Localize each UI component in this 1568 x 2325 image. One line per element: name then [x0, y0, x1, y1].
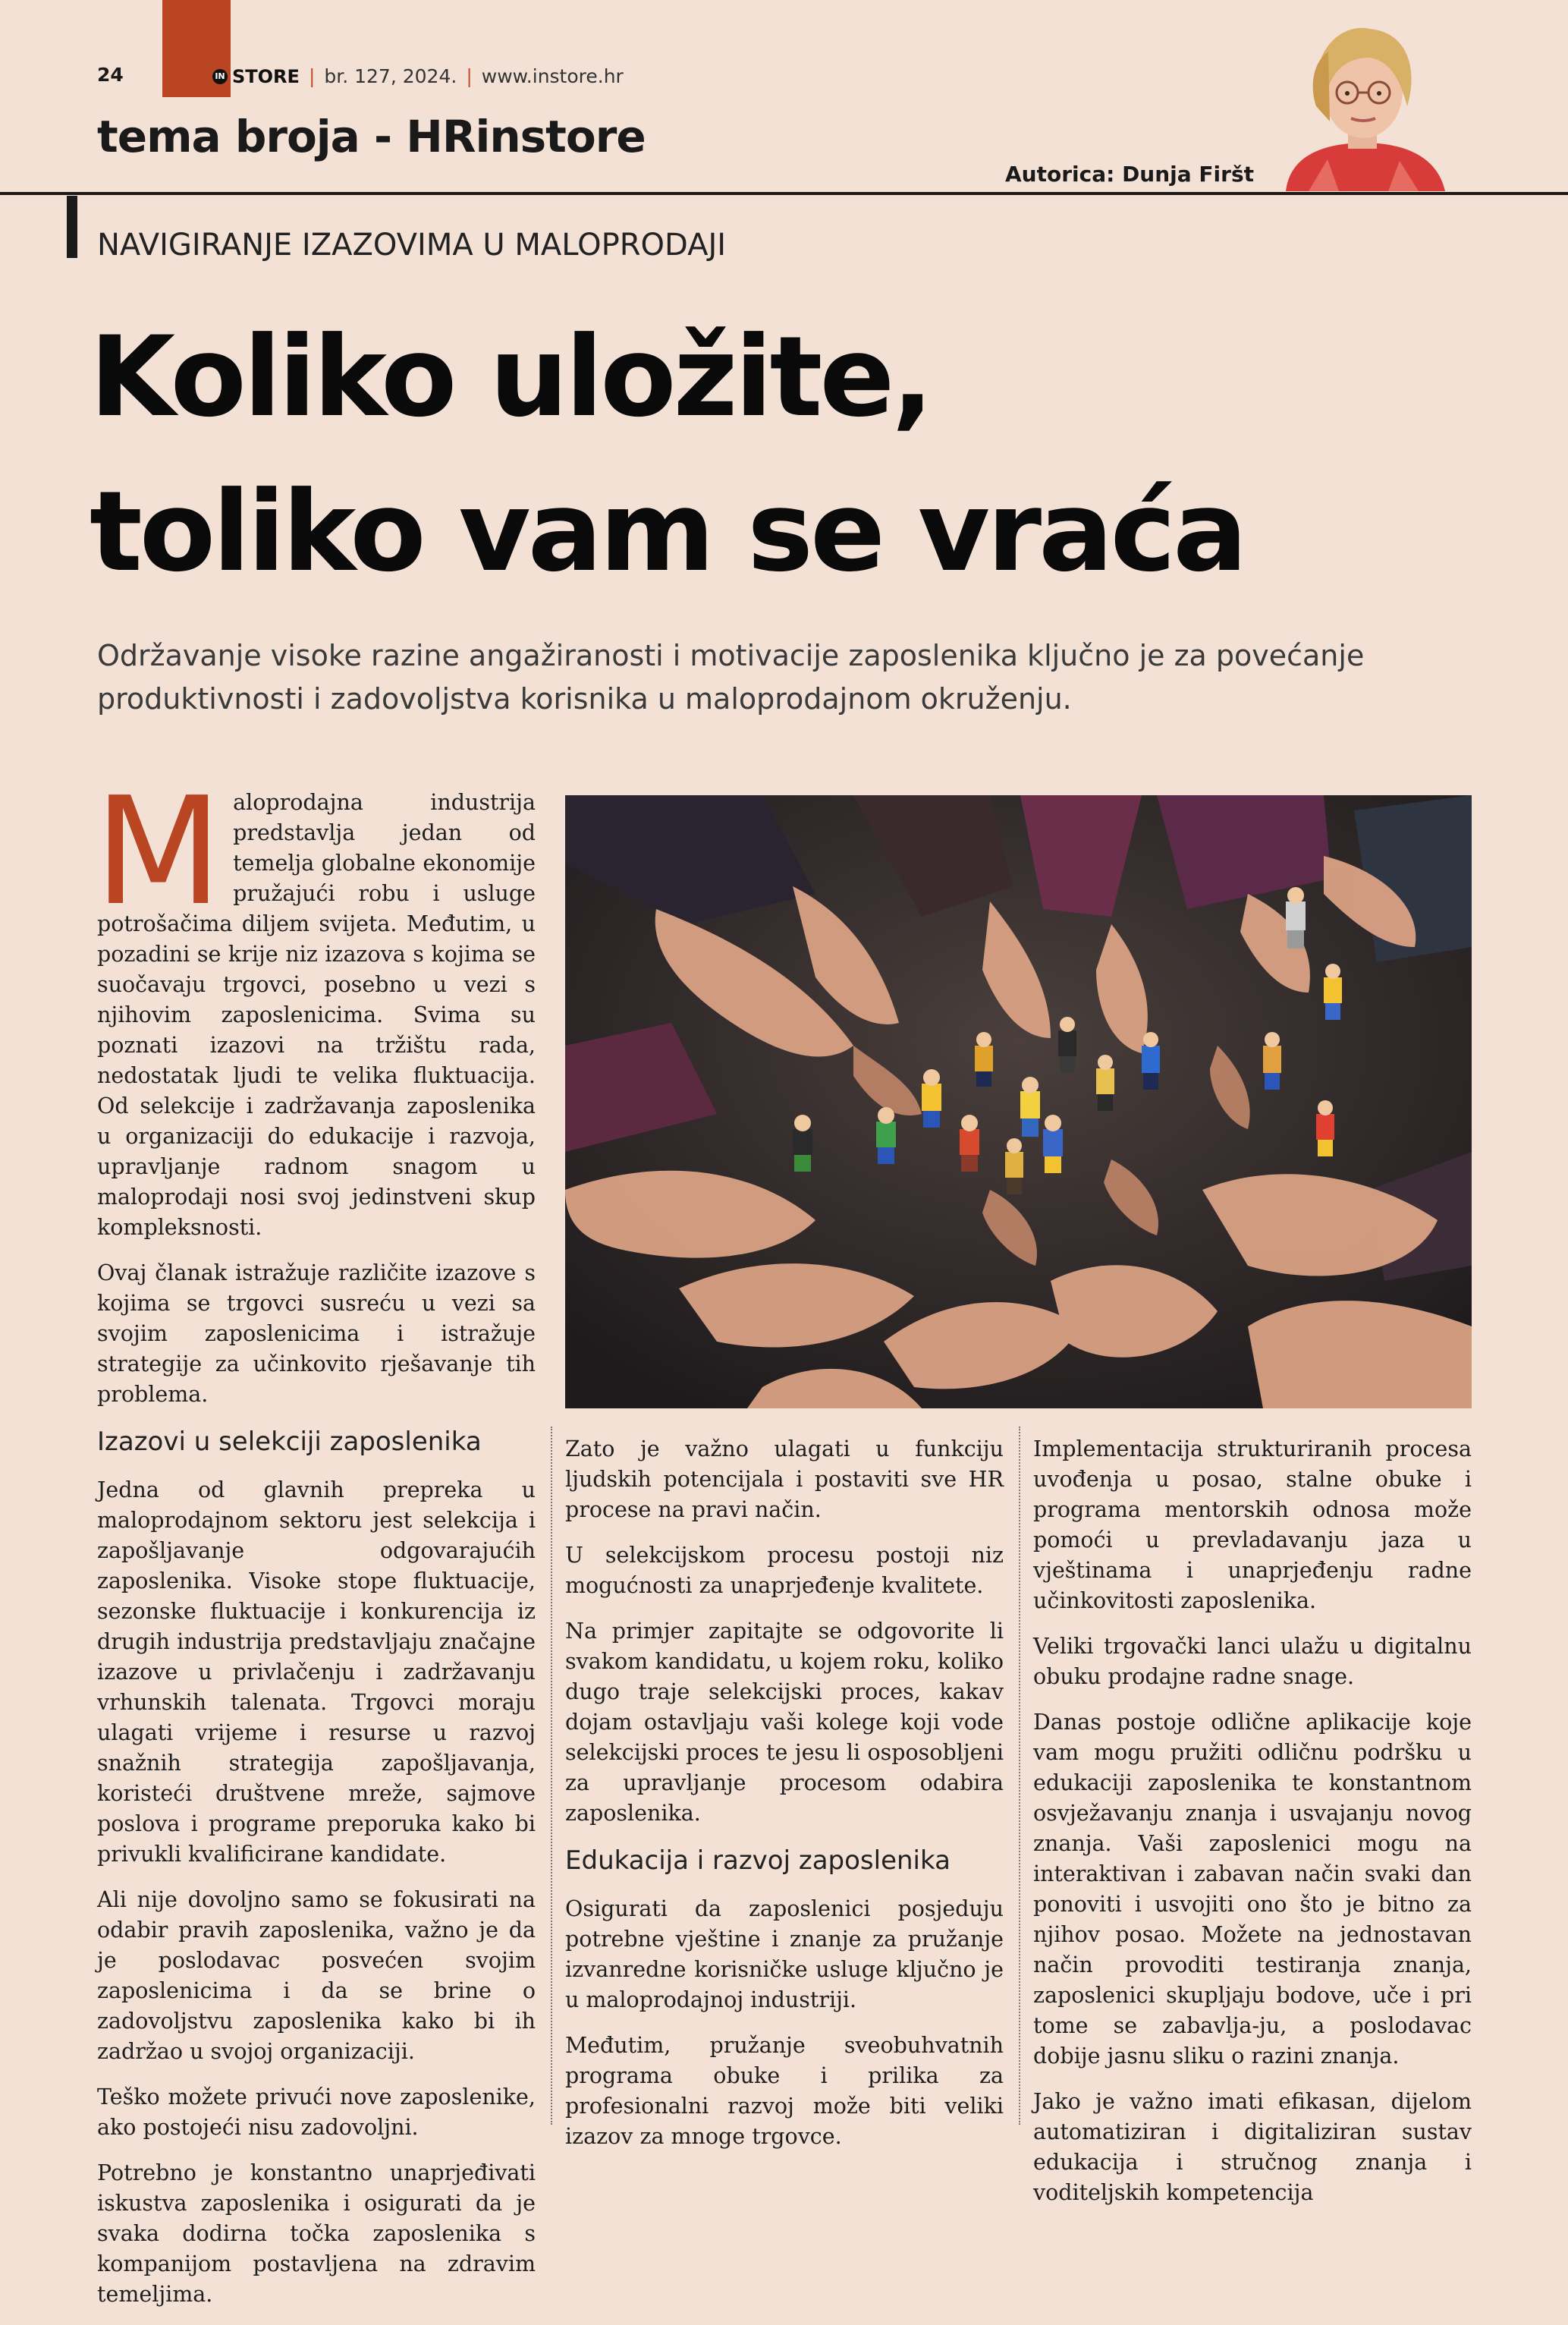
paragraph: Osigurati da zaposlenici posjeduju potrebne vještine i znanje za pružanje izvanredne korisničke usluge ključno je u maloprodajnoj industriji.	[565, 1896, 1004, 2012]
paragraph: Potrebno je konstantno unaprjeđivati iskustva zaposlenika i osigurati da je svaka dodirna točka zaposlenika s kompanijom postavljena na zdravim temeljima.	[97, 2160, 536, 2307]
paragraph-text: aloprodajna industrija predstavlja jedan od temelja globalne ekonomije pružajući robu i usluge potrošačima diljem svijeta. Međutim, u pozadini se krije niz izazova s kojima se suočavaju trgovci, posebno u vezi s njihovim zaposlenicima. Svima su poznati izazovi na tržištu rada, nedostatak ljudi te velika fluktuacija. Od selekcije i zadržavanja zaposlenika u organizaciji do edukacije i razvoja, upravljanje radnom snagom u maloprodaji nosi svoj jedinstveni skup kompleksnosti.	[97, 790, 536, 1240]
paragraph: Jedna od glavnih prepreka u maloprodajnom sektoru jest selekcija i zapošljavanje odgovarajućih zaposlenika. Visoke stope fluktuacije, sezonske fluktuacije i konkurencija iz drugih industrija predstavljaju značajne izazove u privlačenju i zadržavanju vrhunskih talenata. Trgovci moraju ulagati vrijeme i resurse u razvoj snažnih strategija zapošljavanja, koristeći društvene mreže, sajmove poslova i programe preporuka kako bi privukli kvalificirane kandidate.	[97, 1477, 536, 1867]
paragraph: Veliki trgovački lanci ulažu u digitalnu obuku prodajne radne snage.	[1033, 1634, 1472, 1689]
headline-line-1: Koliko uložite,	[90, 313, 931, 442]
kicker-bar	[67, 196, 77, 258]
paragraph: Međutim, pružanje sveobuhvatnih programa obuke i prilika za profesionalni razvoj može biti veliki izazov za mnoge trgovce.	[565, 2033, 1004, 2149]
paragraph: U selekcijskom procesu postoji niz mogućnosti za unaprjeđenje kvalitete.	[565, 1543, 1004, 1598]
subheading: Izazovi u selekciji zaposlenika	[97, 1427, 482, 1457]
subheading: Edukacija i razvoj zaposlenika	[565, 1845, 951, 1876]
instore-logo-badge: IN	[212, 69, 228, 84]
article-photo-hands-with-figurines	[565, 795, 1472, 1408]
instore-logo-word: STORE	[232, 65, 300, 87]
author-photo	[1255, 15, 1472, 191]
paragraph: Ovaj članak istražuje različite izazove s kojima se trgovci susreću u vezi sa svojim zaposlenicima i istražuje strategije za učinkovito rješavanje tih problema.	[97, 1260, 536, 1407]
column-divider	[1019, 1427, 1020, 2125]
separator: |	[308, 65, 316, 87]
paragraph	[94, 766, 536, 1243]
paragraph: Ali nije dovoljno samo se fokusirati na odabir pravih zaposlenika, važno je da je poslodavac posvećen svojim zaposlenicima i da se brine o zadovoljstvu zaposlenika kako bi ih zadržao u svojoj organizaciji.	[97, 1887, 536, 2064]
masthead	[212, 65, 624, 87]
headline-line-2: toliko vam se vraća	[90, 467, 1245, 596]
author-byline: Autorica: Dunja Firšt	[1005, 162, 1255, 187]
article-column-2	[565, 1434, 1004, 2167]
paragraph: Na primjer zapitajte se odgovorite li svakom kandidatu, u kojem roku, koliko dugo traje selekcijski proces, kakav dojam ostavljaju vaši kolege koji vode selekcijski proces te jesu li osposobljeni za upravljanje procesom odabira zaposlenika.	[565, 1619, 1004, 1826]
column-divider	[551, 1427, 552, 2125]
drop-cap: M	[94, 766, 223, 939]
section-title: tema broja - HRinstore	[97, 111, 646, 162]
separator: |	[466, 65, 473, 87]
article-lead: Održavanje visoke razine angažiranosti i motivacije zaposlenika ključno je za povećanje produktivnosti i zadovoljstva korisnika u maloprodajnom okruženju.	[97, 639, 1365, 716]
article-headline	[90, 300, 1493, 609]
header-rule	[0, 192, 1568, 195]
website-link[interactable]: www.instore.hr	[481, 65, 624, 87]
paragraph: Danas postoje odlične aplikacije koje vam mogu pružiti odličnu podršku u edukaciji zaposlenika te konstantnom osvježavanju znanja i usvajanju novog znanja. Vaši zaposlenici mogu na interaktivan i zabavan način svaki dan ponoviti i usvojiti ono što je bitno za njihov posao. Možete na jednostavan način provoditi testiranja znanja, zaposlenici skupljaju bodove, uče i pri tome se zabavlja-ju, a poslodavac dobije jasnu sliku o razini znanja.	[1033, 1710, 1472, 2069]
article-kicker: NAVIGIRANJE IZAZOVIMA U MALOPRODAJI	[97, 228, 727, 263]
paragraph: Implementacija strukturiranih procesa uvođenja u posao, stalne obuke i programa mentorskih odnosa može pomoći u prevladavanju jaza u vještinama i unaprjeđenju radne učinkovitosti zaposlenika.	[1033, 1436, 1472, 1613]
issue-number: br. 127, 2024.	[324, 65, 457, 87]
page-number: 24	[97, 64, 124, 86]
paragraph: Zato je važno ulagati u funkciju ljudskih potencijala i postaviti sve HR procese na pravi način.	[565, 1436, 1004, 1522]
paragraph: Jako je važno imati efikasan, dijelom automatiziran i digitaliziran sustav edukacija i stručnog znanja i voditeljskih kompetencija	[1033, 2089, 1472, 2205]
paragraph: Teško možete privući nove zaposlenike, ako postojeći nisu zadovoljni.	[97, 2084, 536, 2140]
article-column-1	[94, 766, 536, 2325]
article-column-3	[1033, 1434, 1472, 2223]
